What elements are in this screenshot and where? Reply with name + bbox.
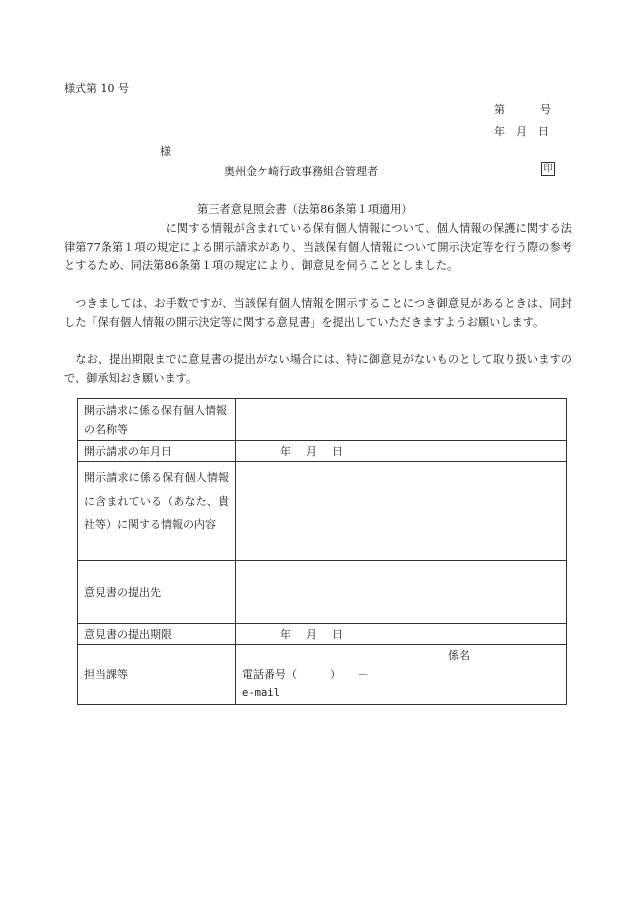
form-number: 様式第 10 号: [64, 82, 129, 95]
row-label-request-date: 開示請求の年月日: [78, 441, 236, 462]
table-row: [78, 462, 567, 561]
deadline-year-label: 年: [280, 627, 291, 641]
table-row: [78, 441, 567, 462]
row-label-document-name: 開示請求に係る保有個人情報の名称等: [78, 399, 236, 441]
addressee: 様: [160, 145, 171, 158]
row-value-submit-to: [236, 561, 567, 624]
row-label-info-content: 開示請求に係る保有個人情報に含まれている（あなた、貴社等）に関する情報の内容: [78, 462, 236, 561]
row-value-request-date: [236, 441, 567, 462]
row-value-contact: [236, 645, 567, 705]
document-date: 年 月 日: [494, 125, 549, 138]
table-row: [78, 645, 567, 705]
request-year-label: 年: [280, 444, 291, 458]
row-value-info-content: [236, 462, 567, 561]
row-value-document-name: [236, 399, 567, 441]
document-title: 第三者意見照会書（法第86条第１項適用）: [197, 203, 413, 216]
email-label: e-mail: [242, 687, 280, 699]
body-paragraph-3: なお、提出期限までに意見書の提出がない場合には、特に御意見がないものとして取り扱いますので、御承知おき願います。: [64, 353, 572, 385]
phone-number-label: 電話番号（ ） －: [242, 668, 369, 681]
row-label-deadline: 意見書の提出期限: [78, 624, 236, 645]
staff-name-label: 係名: [448, 649, 470, 662]
request-day-label: 日: [332, 444, 343, 458]
deadline-month-label: 月: [306, 627, 317, 641]
deadline-day-label: 日: [332, 627, 343, 641]
body-paragraph-1: に関する情報が含まれている保有個人情報について、個人情報の保護に関する法律第77条第１項の規定による開示請求があり、当該保有個人情報について開示決定等を行う際の参考とするため、同法第86条第１項の規定により、御意見を伺うこととしました。: [64, 222, 572, 273]
table-row: [78, 399, 567, 441]
request-month-label: 月: [306, 444, 317, 458]
seal-mark: 印: [541, 162, 555, 176]
table-row: [78, 561, 567, 624]
sender-name: 奥州金ケ崎行政事務組合管理者: [224, 165, 378, 178]
row-value-deadline: [236, 624, 567, 645]
info-table: [77, 398, 567, 705]
document-number: 第 号: [494, 103, 552, 116]
body-paragraph-2: つきましては、お手数ですが、当該保有個人情報を開示することにつき御意見があるときは、同封した「保有個人情報の開示決定等に関する意見書」を提出していただきますようお願いします。: [64, 297, 572, 329]
table-row: [78, 624, 567, 645]
row-label-contact: 担当課等: [78, 645, 236, 705]
row-label-submit-to: 意見書の提出先: [78, 561, 236, 624]
